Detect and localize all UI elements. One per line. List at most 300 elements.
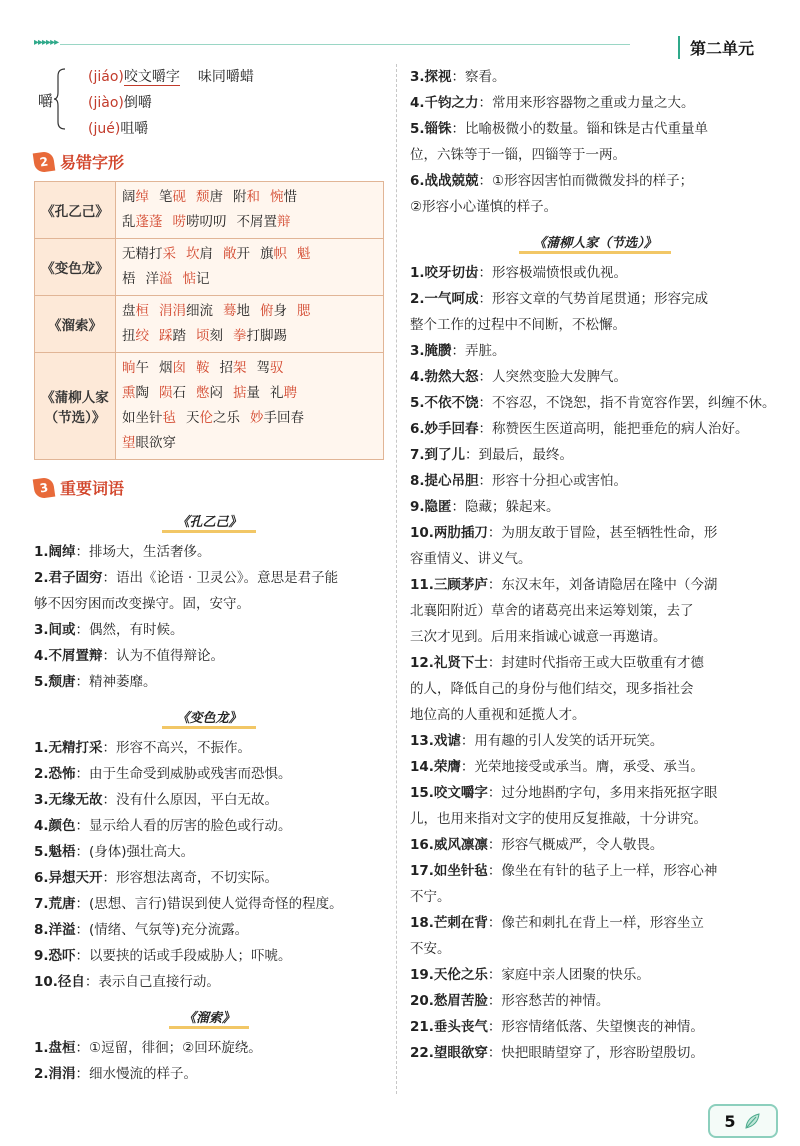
header-rule xyxy=(60,44,630,45)
plain-char: 附 xyxy=(233,189,247,205)
page-number: 5 xyxy=(724,1111,736,1131)
entry-number: 1. xyxy=(34,740,49,756)
vocab-entry xyxy=(410,988,780,1014)
entry-term: 到了儿 xyxy=(424,447,466,463)
vocab-entry xyxy=(34,787,384,813)
vocab-entry xyxy=(34,643,384,669)
vocab-entry xyxy=(410,962,780,988)
entry-term: 不屑置辩 xyxy=(48,648,103,664)
entry-continuation: 儿，也用来指对文字的使用反复推敲，十分讲究。 xyxy=(410,811,707,827)
highlighted-char: 毡 xyxy=(162,410,176,426)
entry-term: 戏谑 xyxy=(433,733,461,749)
table-word xyxy=(260,303,287,319)
highlighted-char: 颓 xyxy=(196,189,210,205)
entry-term: 君子固穷 xyxy=(48,570,103,586)
pinyin: (jiào) xyxy=(88,95,124,111)
entry-definition: ：像芒和刺扎在背上一样，形容坐立 xyxy=(487,915,704,931)
entry-term: 荣膺 xyxy=(433,759,461,775)
entry-definition: ：由于生命受到威胁或残害而恐惧。 xyxy=(75,766,292,782)
plain-char: 礼 xyxy=(270,385,284,401)
table-word xyxy=(122,271,136,287)
entry-term: 不依不饶 xyxy=(424,395,479,411)
table-words-cell xyxy=(116,353,384,460)
entry-term: 天伦之乐 xyxy=(433,967,488,983)
highlighted-char: 憋 xyxy=(196,385,210,401)
plain-char: 午 xyxy=(135,360,149,376)
table-row xyxy=(35,353,384,460)
highlighted-char: 溢 xyxy=(159,271,173,287)
highlighted-char: 聘 xyxy=(283,385,297,401)
entry-number: 8. xyxy=(34,922,49,938)
vocab-entry xyxy=(34,1035,384,1061)
vocab-entry xyxy=(34,669,384,695)
vocab-entry xyxy=(34,1061,384,1087)
entry-definition: ：形容想法离奇，不切实际。 xyxy=(102,870,279,886)
plain-char: 打脚踢 xyxy=(246,328,287,344)
entry-number: 2. xyxy=(34,570,49,586)
table-word-line xyxy=(122,356,377,381)
vocab-entry xyxy=(34,943,384,969)
table-word xyxy=(122,410,176,426)
highlighted-char: 俯 xyxy=(260,303,274,319)
vocab-entry xyxy=(410,1040,780,1066)
vocab-entry xyxy=(34,839,384,865)
entry-number: 5. xyxy=(34,844,49,860)
highlighted-char: 伦 xyxy=(199,410,213,426)
table-word-line xyxy=(122,406,377,431)
highlighted-char: 晌 xyxy=(122,360,136,376)
highlighted-char: 踩 xyxy=(159,328,173,344)
table-row xyxy=(35,182,384,239)
table-word xyxy=(237,214,291,230)
entry-term: 垂头丧气 xyxy=(433,1019,488,1035)
polyphone-reading xyxy=(88,118,148,138)
entry-number: 6. xyxy=(410,173,425,189)
plain-char: 眼欲穿 xyxy=(135,435,176,451)
entry-definition: ：常用来形容器物之重或力量之大。 xyxy=(478,95,695,111)
highlighted-char: 帜 xyxy=(273,246,287,262)
highlighted-char: 唠 xyxy=(172,214,186,230)
page-number-badge xyxy=(708,1104,778,1138)
plain-char: 梧 xyxy=(122,271,136,287)
table-word xyxy=(122,303,149,319)
vocab-entry xyxy=(410,572,780,598)
plain-char: 无精打 xyxy=(122,246,163,262)
table-work-title: 《蒲柳人家（节选）》 xyxy=(35,353,116,460)
entry-definition: ：精神萎靡。 xyxy=(75,674,157,690)
table-word xyxy=(159,360,186,376)
entry-number: 1. xyxy=(410,265,425,281)
entry-number: 20. xyxy=(410,993,434,1009)
entry-definition: ：比喻极微小的数量。锱和铢是古代重量单 xyxy=(451,121,709,137)
leaf-number-icon: 3 xyxy=(33,476,56,499)
entry-definition: ：到最后，最终。 xyxy=(465,447,574,463)
highlighted-char: 辩 xyxy=(277,214,291,230)
highlighted-char: 驭 xyxy=(270,360,284,376)
table-word xyxy=(196,189,223,205)
brace-icon xyxy=(54,68,66,130)
typo-table xyxy=(34,181,384,460)
highlighted-char: 魁 xyxy=(297,246,311,262)
plain-char: 开 xyxy=(236,246,250,262)
vocab-entry xyxy=(34,917,384,943)
entry-definition: ：光荣地接受或承当。膺，承受、承当。 xyxy=(460,759,704,775)
table-word xyxy=(159,303,213,319)
plain-char: 不屑置 xyxy=(236,214,277,230)
entry-term: 咬文嚼字 xyxy=(433,785,488,801)
entry-term: 三顾茅庐 xyxy=(433,577,488,593)
vocab-entry xyxy=(410,390,780,416)
entry-term: 恐吓 xyxy=(48,948,76,964)
entry-number: 15. xyxy=(410,785,434,801)
table-work-title: 《溜索》 xyxy=(35,296,116,353)
entry-number: 4. xyxy=(34,818,49,834)
entry-definition: ：为朋友敢于冒险，甚至牺牲性命，形 xyxy=(487,525,718,541)
entry-definition: ：表示自己直接行动。 xyxy=(84,974,220,990)
vocab-entry xyxy=(410,64,780,90)
plain-char: 量 xyxy=(246,385,260,401)
table-row xyxy=(35,296,384,353)
plain-char: 细流 xyxy=(186,303,213,319)
highlighted-char: 熏 xyxy=(122,385,136,401)
vocab-entry xyxy=(34,865,384,891)
group-heading xyxy=(410,232,780,254)
entry-number: 13. xyxy=(410,733,434,749)
table-word-line xyxy=(122,299,377,324)
plain-char: 洋 xyxy=(145,271,159,287)
vocab-entry xyxy=(34,565,384,591)
entry-definition: ：(身体)强壮高大。 xyxy=(75,844,195,860)
plain-char: 天 xyxy=(186,410,200,426)
table-word xyxy=(233,189,260,205)
vocab-entry xyxy=(410,494,780,520)
entry-term: 愁眉苦脸 xyxy=(433,993,488,1009)
vocab-entry xyxy=(410,116,780,142)
table-word xyxy=(297,303,311,319)
group-heading xyxy=(34,707,384,729)
entry-definition: ：形容文章的气势首尾贯通；形容完成 xyxy=(478,291,709,307)
entry-continuation: ②形容小心谨慎的样子。 xyxy=(410,199,558,215)
entry-definition: ：形容情绪低落、失望懊丧的神情。 xyxy=(487,1019,704,1035)
vocab-group-puliu xyxy=(410,232,780,1066)
plain-char: 唐 xyxy=(209,189,223,205)
table-word-line xyxy=(122,324,377,349)
entry-term: 异想天开 xyxy=(48,870,103,886)
entry-term: 涓涓 xyxy=(48,1066,76,1082)
entry-term: 无缘无故 xyxy=(48,792,103,808)
vocab-continued xyxy=(410,64,780,220)
entry-number: 1. xyxy=(34,544,49,560)
entry-term: 盘桓 xyxy=(48,1040,76,1056)
plain-char: 肩 xyxy=(199,246,213,262)
table-word xyxy=(270,189,297,205)
entry-continuation: 不安。 xyxy=(410,941,451,957)
entry-definition: ：形容愁苦的神情。 xyxy=(487,993,610,1009)
table-work-title: 《变色龙》 xyxy=(35,239,116,296)
vocab-entry xyxy=(34,891,384,917)
table-word xyxy=(159,328,186,344)
vocab-entry xyxy=(410,910,780,936)
table-work-title: 《孔乙己》 xyxy=(35,182,116,239)
entry-term: 锱铢 xyxy=(424,121,452,137)
table-word xyxy=(122,435,176,451)
entry-number: 19. xyxy=(410,967,434,983)
highlighted-char: 砚 xyxy=(172,189,186,205)
vocab-entry xyxy=(410,728,780,754)
table-word xyxy=(122,385,149,401)
table-word xyxy=(257,360,284,376)
plain-char: 旗 xyxy=(260,246,274,262)
table-word xyxy=(250,410,304,426)
entry-definition: ：过分地斟酌字句，多用来指死抠字眼 xyxy=(487,785,718,801)
group-heading xyxy=(34,1007,384,1029)
highlighted-char: 绞 xyxy=(135,328,149,344)
vocab-entry xyxy=(34,969,384,995)
highlighted-char: 绰 xyxy=(135,189,149,205)
entry-term: 恐怖 xyxy=(48,766,76,782)
highlighted-char: 顷 xyxy=(196,328,210,344)
leaf-number-icon: 2 xyxy=(33,150,56,173)
table-row xyxy=(35,239,384,296)
table-word xyxy=(183,271,210,287)
table-word xyxy=(223,303,250,319)
table-word xyxy=(122,246,176,262)
group-title: 《溜索》 xyxy=(169,1007,249,1029)
vocab-entry xyxy=(410,442,780,468)
entry-number: 7. xyxy=(410,447,425,463)
entry-definition: ：①逗留，徘徊；②回环旋绕。 xyxy=(75,1040,262,1056)
leaf-icon xyxy=(744,1112,762,1130)
vocab-entry xyxy=(410,858,780,884)
table-word-line xyxy=(122,267,377,292)
table-word xyxy=(196,385,223,401)
entry-number: 10. xyxy=(34,974,58,990)
vocab-entry xyxy=(410,650,780,676)
table-word xyxy=(260,246,287,262)
table-word xyxy=(122,328,149,344)
highlighted-char: 架 xyxy=(233,360,247,376)
polyphone-block xyxy=(38,64,384,144)
example-word: 味同嚼蜡 xyxy=(197,69,254,85)
table-word xyxy=(186,246,213,262)
table-word-line xyxy=(122,431,377,456)
entry-term: 间或 xyxy=(48,622,76,638)
entry-number: 8. xyxy=(410,473,425,489)
entry-term: 千钧之力 xyxy=(424,95,479,111)
entry-definition: ：形容气概威严，令人敬畏。 xyxy=(487,837,664,853)
table-word xyxy=(122,214,163,230)
table-word xyxy=(122,360,149,376)
entry-term: 望眼欲穿 xyxy=(433,1045,488,1061)
entry-continuation: 够不因穷困而改变操守。固，安守。 xyxy=(34,596,250,612)
entry-number: 9. xyxy=(34,948,49,964)
entry-term: 荒唐 xyxy=(48,896,76,912)
highlighted-char: 采 xyxy=(162,246,176,262)
left-column xyxy=(34,64,384,1087)
table-word xyxy=(196,360,210,376)
highlighted-char: 拳 xyxy=(233,328,247,344)
vocab-entry xyxy=(34,813,384,839)
entry-definition: ：弄脏。 xyxy=(451,343,506,359)
vocab-entry xyxy=(410,754,780,780)
entry-definition: ：(思想、言行)错误到使人觉得奇怪的程度。 xyxy=(75,896,343,912)
vocab-entry xyxy=(410,90,780,116)
header-arrows: ▸▸▸▸▸▸ xyxy=(34,37,59,48)
entry-term: 两肋插刀 xyxy=(433,525,488,541)
table-words-cell xyxy=(116,296,384,353)
table-word xyxy=(233,328,287,344)
example-word: 倒嚼 xyxy=(123,95,152,111)
entry-term: 芒刺在背 xyxy=(433,915,488,931)
table-word-line xyxy=(122,185,377,210)
entry-definition: ：细水慢流的样子。 xyxy=(75,1066,198,1082)
table-words-cell xyxy=(116,239,384,296)
table-word xyxy=(146,271,173,287)
group-title: 《蒲柳人家（节选）》 xyxy=(519,232,671,254)
entry-number: 5. xyxy=(410,395,425,411)
entry-definition: ：(情绪、气氛等)充分流露。 xyxy=(75,922,249,938)
table-word xyxy=(159,385,186,401)
highlighted-char: 蓬蓬 xyxy=(135,214,163,230)
entry-term: 勃然大怒 xyxy=(424,369,479,385)
vocab-entry xyxy=(34,735,384,761)
highlighted-char: 掂 xyxy=(233,385,247,401)
entry-term: 咬牙切齿 xyxy=(424,265,479,281)
vocab-entry xyxy=(410,260,780,286)
polyphone-char: 嚼 xyxy=(38,92,54,110)
entry-number: 16. xyxy=(410,837,434,853)
entry-continuation: 地位高的人重视和延揽人才。 xyxy=(410,707,586,723)
vocab-groups-left xyxy=(34,511,384,1087)
entry-term: 战战兢兢 xyxy=(424,173,479,189)
right-column xyxy=(410,64,780,1066)
entry-number: 17. xyxy=(410,863,434,879)
vocab-entry xyxy=(410,286,780,312)
section-3-title: 重要词语 xyxy=(60,479,125,498)
entry-number: 3. xyxy=(410,343,425,359)
highlighted-char: 蓦 xyxy=(223,303,237,319)
table-word xyxy=(186,410,240,426)
group-title: 《变色龙》 xyxy=(162,707,255,729)
table-word xyxy=(173,214,227,230)
entry-number: 22. xyxy=(410,1045,434,1061)
entry-number: 11. xyxy=(410,577,434,593)
entry-term: 无精打采 xyxy=(48,740,103,756)
table-word xyxy=(159,189,186,205)
group-title: 《孔乙己》 xyxy=(162,511,255,533)
entry-definition: ：家庭中亲人团聚的快乐。 xyxy=(487,967,650,983)
table-word xyxy=(270,385,297,401)
table-word-line xyxy=(122,210,377,235)
entry-definition: ：偶然，有时候。 xyxy=(75,622,184,638)
highlighted-char: 妙 xyxy=(250,410,264,426)
pinyin: (jué) xyxy=(88,121,121,137)
entry-definition: ：用有趣的引人发笑的话开玩笑。 xyxy=(460,733,664,749)
entry-definition: ：察看。 xyxy=(451,69,506,85)
highlighted-char: 桓 xyxy=(135,303,149,319)
entry-definition: ：没有什么原因，平白无故。 xyxy=(102,792,279,808)
entry-number: 2. xyxy=(410,291,425,307)
highlighted-char: 囱 xyxy=(172,360,186,376)
entry-definition: ：形容极端愤恨或仇视。 xyxy=(478,265,628,281)
entry-definition: ：①形容因害怕而微微发抖的样子； xyxy=(478,173,694,189)
highlighted-char: 腮 xyxy=(297,303,311,319)
highlighted-char: 惋 xyxy=(270,189,284,205)
vocab-entry xyxy=(410,520,780,546)
highlighted-char: 惦 xyxy=(182,271,196,287)
entry-term: 隐匿 xyxy=(424,499,452,515)
plain-char: 地 xyxy=(236,303,250,319)
entry-continuation: 的人，降低自己的身份与他们结交，现多指社会 xyxy=(410,681,694,697)
entry-definition: ：形容十分担心或害怕。 xyxy=(478,473,628,489)
entry-number: 3. xyxy=(34,622,49,638)
entry-number: 4. xyxy=(34,648,49,664)
entry-definition: ：以要挟的话或手段威胁人；吓唬。 xyxy=(75,948,292,964)
plain-char: 记 xyxy=(196,271,210,287)
entry-number: 14. xyxy=(410,759,434,775)
entry-definition: ：人突然变脸大发脾气。 xyxy=(478,369,628,385)
entry-number: 2. xyxy=(34,1066,49,1082)
table-word xyxy=(196,328,223,344)
entry-definition: ：认为不值得辩论。 xyxy=(102,648,225,664)
section-3-head xyxy=(34,476,384,499)
entry-term: 腌臜 xyxy=(424,343,452,359)
plain-char: 手回春 xyxy=(263,410,304,426)
entry-term: 妙手回春 xyxy=(424,421,479,437)
example-word: 咬文嚼字 xyxy=(123,69,180,85)
entry-definition: ：隐藏；躲起来。 xyxy=(451,499,560,515)
entry-definition: ：不容忍，不饶恕，指不肯宽容作罢，纠缠不休。 xyxy=(478,395,776,411)
entry-number: 21. xyxy=(410,1019,434,1035)
vocab-entry xyxy=(410,364,780,390)
entry-term: 如坐针毡 xyxy=(433,863,488,879)
table-word xyxy=(220,360,247,376)
section-2-head xyxy=(34,150,384,173)
entry-definition: ：语出《论语 · 卫灵公》。意思是君子能 xyxy=(102,570,339,586)
plain-char: 之乐 xyxy=(213,410,240,426)
entry-number: 2. xyxy=(34,766,49,782)
entry-term: 阔绰 xyxy=(48,544,76,560)
plain-char: 如坐针 xyxy=(122,410,163,426)
plain-char: 闷 xyxy=(209,385,223,401)
vocab-entry xyxy=(410,832,780,858)
table-word xyxy=(233,385,260,401)
vocab-entry xyxy=(410,1014,780,1040)
entry-number: 10. xyxy=(410,525,434,541)
vocab-entry xyxy=(410,338,780,364)
entry-term: 径自 xyxy=(57,974,85,990)
plain-char: 扭 xyxy=(122,328,136,344)
vocab-entry xyxy=(410,780,780,806)
entry-definition: ：东汉末年，刘备请隐居在隆中（今湖 xyxy=(487,577,718,593)
entry-number: 5. xyxy=(34,674,49,690)
entry-definition: ：形容不高兴，不振作。 xyxy=(102,740,252,756)
unit-title: 第二单元 xyxy=(690,36,754,59)
example-word: 咀嚼 xyxy=(120,121,149,137)
highlighted-char: 和 xyxy=(246,189,260,205)
entry-term: 一气呵成 xyxy=(424,291,479,307)
plain-char: 招 xyxy=(219,360,233,376)
entry-number: 3. xyxy=(410,69,425,85)
table-words-cell xyxy=(116,182,384,239)
entry-term: 探视 xyxy=(424,69,452,85)
vocab-entry xyxy=(34,539,384,565)
entry-number: 4. xyxy=(410,369,425,385)
entry-number: 6. xyxy=(410,421,425,437)
plain-char: 惜 xyxy=(283,189,297,205)
entry-definition: ：快把眼睛望穿了，形容盼望殷切。 xyxy=(487,1045,704,1061)
section-2-title: 易错字形 xyxy=(60,153,125,172)
